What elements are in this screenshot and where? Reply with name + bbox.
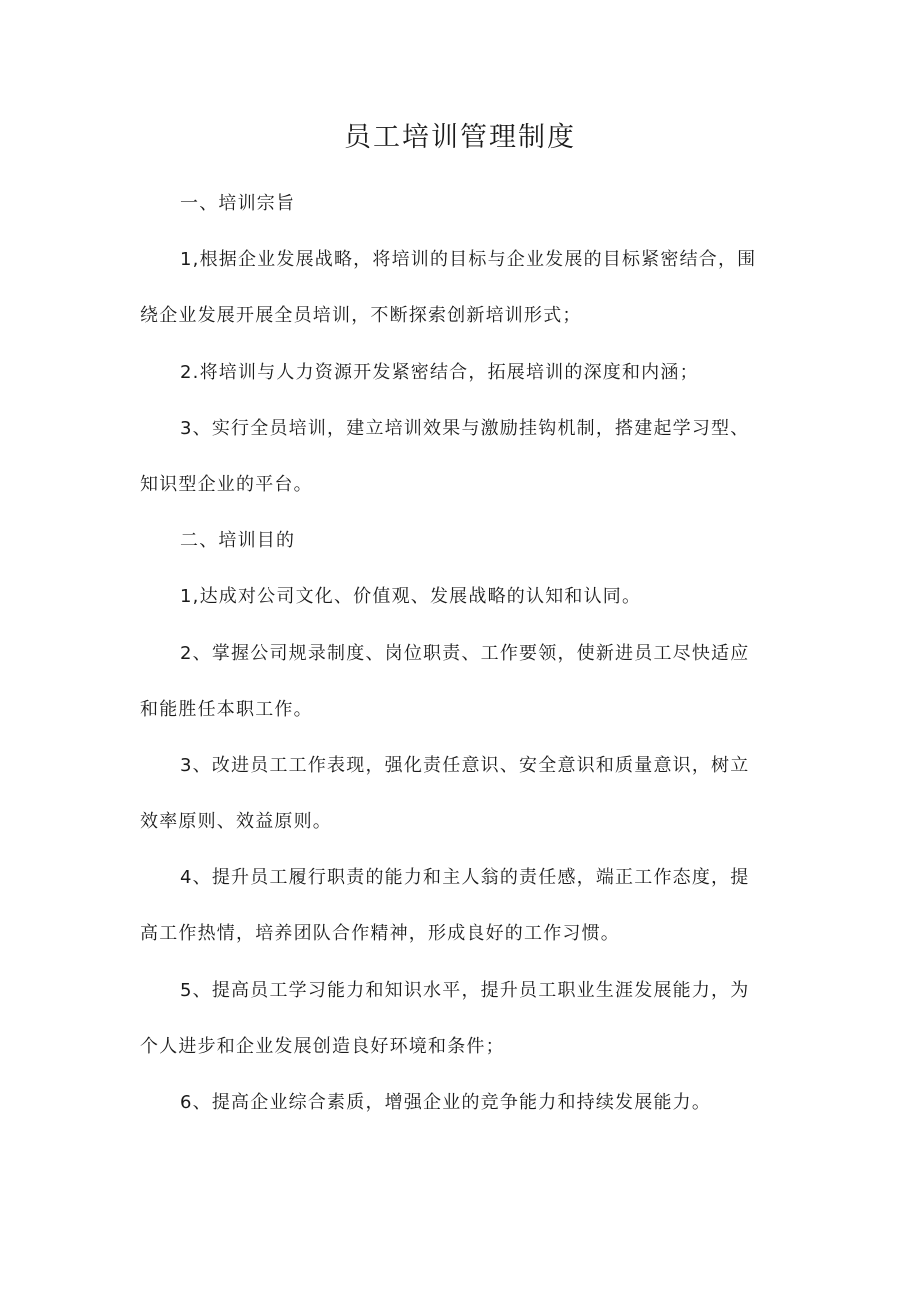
paragraph-line: 知识型企业的平台。 xyxy=(140,473,313,495)
paragraph-line: 2.将培训与人力资源开发紧密结合，拓展培训的深度和内涵； xyxy=(180,361,699,383)
paragraph-line: 3、改进员工工作表现，强化责任意识、安全意识和质量意识，树立 xyxy=(180,754,750,776)
document-body xyxy=(140,176,780,1131)
paragraph-line: 2、掌握公司规录制度、岗位职责、工作要领，使新进员工尽快适应 xyxy=(180,642,750,664)
paragraph-line: 1,达成对公司文化、价值观、发展战略的认知和认同。 xyxy=(180,586,642,608)
paragraph-line: 5、提高员工学习能力和知识水平，提升员工职业生涯发展能力，为 xyxy=(180,979,750,1001)
paragraph-line: 6、提高企业综合素质，增强企业的竞争能力和持续发展能力。 xyxy=(180,1092,712,1113)
paragraph-line: 4、提升员工履行职责的能力和主人翁的责任感，端正工作态度，提 xyxy=(180,867,750,889)
paragraph-line: 3、实行全员培训，建立培训效果与激励挂钩机制，搭建起学习型、 xyxy=(180,417,750,439)
section-heading-objectives: 二、培训目的 xyxy=(180,530,296,552)
paragraph-line: 1,根据企业发展战略，将培训的目标与企业发展的目标紧密结合，围 xyxy=(180,249,757,271)
paragraph-line: 和能胜任本职工作。 xyxy=(140,698,313,720)
document-title: 员工培训管理制度 xyxy=(344,122,576,153)
paragraph-line: 高工作热情，培养团队合作精神，形成良好的工作习惯。 xyxy=(140,923,620,945)
section-heading-purpose: 一、培训宗旨 xyxy=(180,193,296,214)
paragraph-line: 效率原则、效益原则。 xyxy=(140,811,332,833)
paragraph-line: 绕企业发展开展全员培训，不断探索创新培训形式； xyxy=(140,305,582,327)
paragraph-line: 个人进步和企业发展创造良好环境和条件； xyxy=(140,1035,505,1057)
